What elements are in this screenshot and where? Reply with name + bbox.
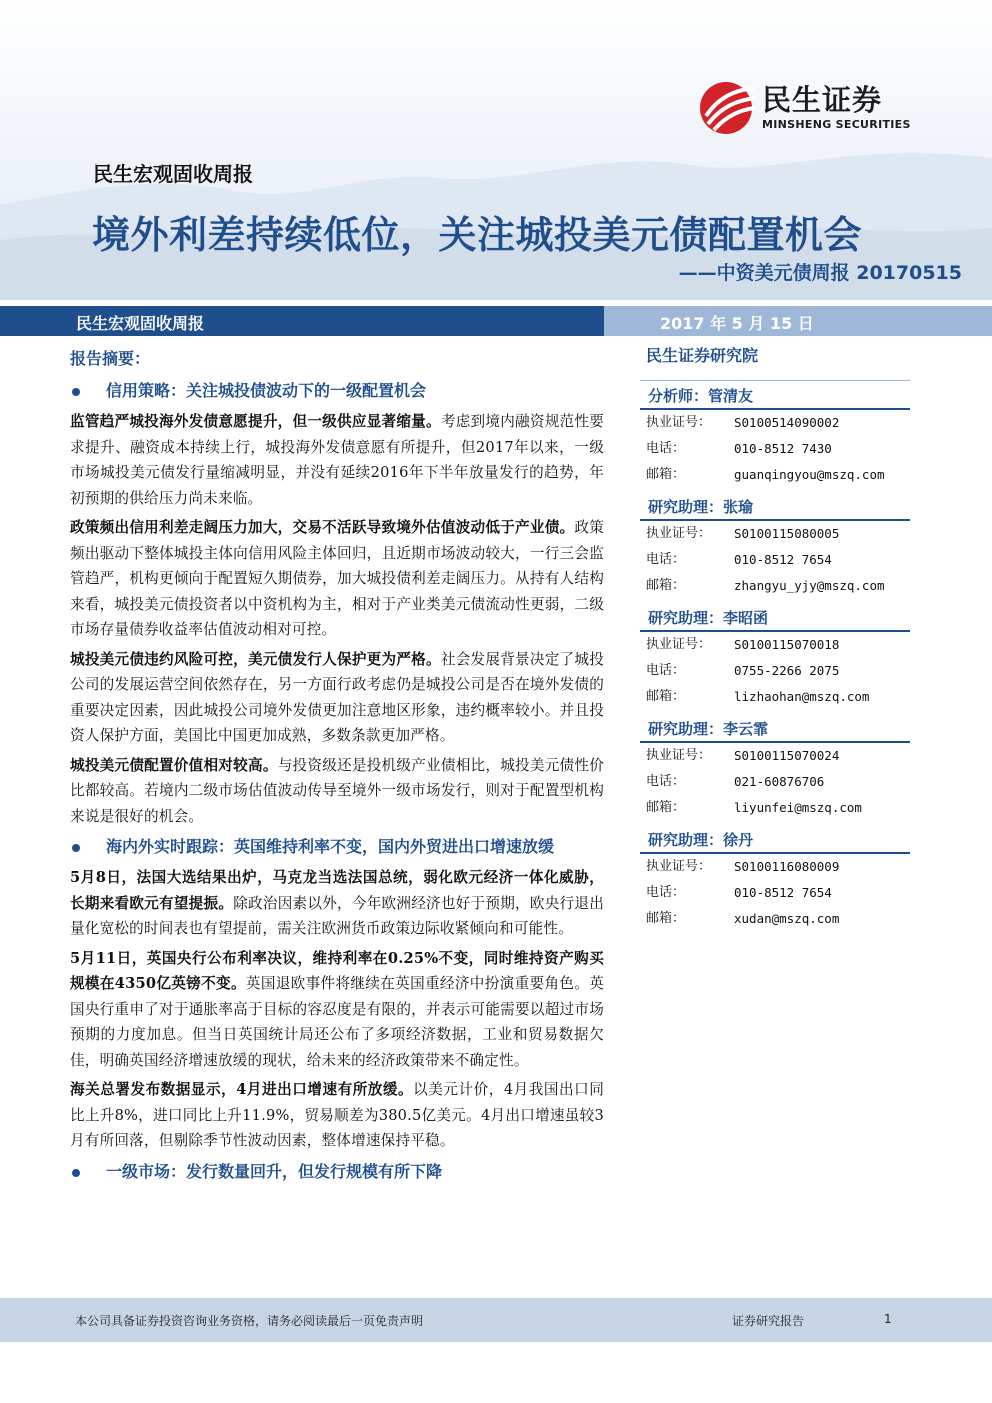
- paragraph: [70, 865, 604, 942]
- cert-label: 执业证号：: [646, 637, 712, 652]
- paragraph-lead: 5月11日，英国央行公布利率决议，维持利率在0.25%不变，同时维持资产购买规模在4350亿英镑不变。: [70, 949, 604, 992]
- title-band: [0, 306, 992, 336]
- contact-role: 研究助理：徐丹: [640, 825, 910, 854]
- phone-value: 010-8512 7430: [734, 441, 832, 456]
- paragraph-lead: 城投美元债违约风险可控，美元债发行人保护更为严格。: [70, 650, 441, 668]
- section-title: 一级市场：发行数量回升，但发行规模有所下降: [106, 1161, 443, 1181]
- contact-email: [640, 906, 910, 932]
- footer-disclaimer: 本公司具备证券投资咨询业务资格，请务必阅读最后一页免责声明: [75, 1314, 424, 1328]
- email-label: 邮箱：: [646, 689, 686, 704]
- page-footer: [0, 1298, 992, 1342]
- phone-label: 电话：: [646, 774, 686, 789]
- report-date: 2017 年 5 月 15 日: [660, 314, 814, 333]
- email-link[interactable]: zhangyu_yjy@mszq.com: [734, 578, 885, 593]
- abstract-heading: 报告摘要：: [70, 349, 151, 368]
- phone-label: 电话：: [646, 663, 686, 678]
- band-left: [0, 306, 604, 336]
- email-link[interactable]: xudan@mszq.com: [734, 911, 840, 926]
- cert-value: S0100115070018: [734, 637, 840, 652]
- band-right: [604, 306, 992, 336]
- cert-label: 执业证号：: [646, 748, 712, 763]
- paragraph-body: 英国退欧事件将继续在英国重经济中扮演重要角色。英国央行重申了对于通胀率高于目标的容忍度是有限的，并表示可能需要以超过市场预期的力度加息。但当日英国统计局还公布了多项经济数据，工业和贸易数据欠佳，明确英国经济增速放缓的现状，给未来的经济政策带来不确定性。: [70, 975, 604, 1069]
- cert-value: S0100115080005: [734, 526, 840, 541]
- bullet-dot-icon: [72, 388, 80, 396]
- paragraph-lead: 海关总署发布数据显示，4月进出口增速有所放缓。: [70, 1081, 414, 1098]
- paragraph: [70, 946, 604, 1074]
- email-link[interactable]: guanqingyou@mszq.com: [734, 467, 885, 482]
- contact-role: 研究助理：张瑜: [640, 492, 910, 521]
- cert-value: S0100514090002: [734, 415, 840, 430]
- contact-role: 研究助理：李云霏: [640, 714, 910, 743]
- paragraph-body: 与投资级还是投机级产业债相比，城投美元债性价比都较高。若境内二级市场估值波动传导至境外一级市场发行，则对于配置型机构来说是很好的机会。: [70, 756, 604, 825]
- paragraph-lead: 政策频出信用利差走阔压力加大，交易不活跃导致境外估值波动低于产业债。: [70, 519, 575, 536]
- section-bullet: [70, 379, 604, 403]
- email-link[interactable]: lizhaohan@mszq.com: [734, 689, 870, 704]
- paragraph-body: 政策频出驱动下整体城投主体向信用风险主体回归，且近期市场波动较大，一行三会监管趋严，机构更倾向于配置短久期债券，加大城投债利差走阔压力。从持有人结构来看，城投美元债投资者以中资机构为主，相对于产业类美元债流动性更弱，二级市场存量债券收益率估值波动相对可控。: [70, 519, 604, 638]
- paragraph-body: 社会发展背景决定了城投公司的发展运营空间依然存在，另一方面行政考虑仍是城投公司是否在境外发债的重要决定因素，因此城投公司境外发债更加注意地区形象，违约概率较小。并且投资人保护方面，美国比中国更加成熟，多数条款更加严格。: [70, 650, 604, 744]
- contact-phone: [640, 880, 910, 906]
- paragraph-lead: 城投美元债配置价值相对较高。: [70, 756, 278, 774]
- contact-cert: [640, 632, 910, 658]
- paragraph-lead: 监管趋严城投海外发债意愿提升，但一级供应显著缩量。: [70, 413, 441, 430]
- bullet-dot-icon: [72, 1169, 80, 1177]
- contact-cert: [640, 521, 910, 547]
- paragraph-body: 以美元计价，4月我国出口同比上升8%，进口同比上升11.9%，贸易顺差为380.5亿美元。4月出口增速虽较3月有所回落，但剔除季节性波动因素，整体增速保持平稳。: [70, 1081, 604, 1149]
- contacts-panel: [640, 336, 910, 932]
- cert-label: 执业证号：: [646, 859, 712, 874]
- phone-value: 010-8512 7654: [734, 885, 832, 900]
- paragraph: [70, 409, 604, 511]
- contact-phone: [640, 436, 910, 462]
- contact-email: [640, 462, 910, 488]
- paragraph-body: 除政治因素以外，今年欧洲经济也好于预期，欧央行退出量化宽松的时间表也有望提前，需关注欧洲货币政策边际收紧倾向和可能性。: [70, 894, 604, 937]
- email-label: 邮箱：: [646, 467, 686, 482]
- section-bullet: [70, 835, 604, 859]
- paragraph: [70, 515, 604, 643]
- contact-role: 研究助理：李昭函: [640, 603, 910, 632]
- report-series: 民生宏观固收周报: [93, 162, 253, 186]
- page-number: 1: [884, 1312, 892, 1326]
- brand-name: 民生证券: [762, 83, 883, 117]
- cert-label: 执业证号：: [646, 415, 712, 430]
- report-subtitle: ——中资美元债周报 20170515: [678, 262, 962, 284]
- contact-cert: [640, 410, 910, 436]
- phone-value: 0755-2266 2075: [734, 663, 840, 678]
- contact-phone: [640, 547, 910, 573]
- paragraph: [70, 1077, 604, 1154]
- email-label: 邮箱：: [646, 800, 686, 815]
- email-label: 邮箱：: [646, 578, 686, 593]
- phone-label: 电话：: [646, 552, 686, 567]
- bullet-dot-icon: [72, 844, 80, 852]
- contact-cert: [640, 854, 910, 880]
- contact-email: [640, 573, 910, 599]
- cert-value: S0100116080009: [734, 859, 840, 874]
- section-bullet: [70, 1160, 604, 1184]
- cert-value: S0100115070024: [734, 748, 840, 763]
- paragraph: [70, 753, 604, 830]
- band-series-label: 民生宏观固收周报: [76, 314, 205, 333]
- paragraph-body: 考虑到境内融资规范性要求提升、融资成本持续上行，城投海外发债意愿有所提升，但2017年以来，一级市场城投美元债发行量缩减明显，并没有延续2016年下半年放量发行的趋势，年初预期的供给压力尚未来临。: [70, 413, 604, 507]
- report-title: 境外利差持续低位，关注城投美元债配置机会: [92, 213, 863, 257]
- section-title: 海内外实时跟踪：英国维持利率不变，国内外贸进出口增速放缓: [106, 837, 555, 856]
- institute-name: 民生证券研究院: [646, 346, 759, 365]
- email-label: 邮箱：: [646, 911, 686, 926]
- paragraph-lead: 5月8日，法国大选结果出炉，马克龙当选法国总统，弱化欧元经济一体化威胁，长期来看欧元有望提振。: [70, 869, 604, 912]
- contact-email: [640, 795, 910, 821]
- contact-phone: [640, 658, 910, 684]
- section-title: 信用策略：关注城投债波动下的一级配置机会: [106, 381, 427, 400]
- phone-value: 021-60876706: [734, 774, 825, 789]
- contact-cert: [640, 743, 910, 769]
- email-link[interactable]: liyunfei@mszq.com: [734, 800, 862, 815]
- contact-role: 分析师：管清友: [640, 380, 910, 410]
- contact-phone: [640, 769, 910, 795]
- phone-label: 电话：: [646, 885, 686, 900]
- paragraph: [70, 647, 604, 749]
- brand-name-en: MINSHENG SECURITIES: [762, 118, 911, 131]
- footer-doc-type: 证券研究报告: [732, 1314, 805, 1328]
- contact-email: [640, 684, 910, 710]
- phone-value: 010-8512 7654: [734, 552, 832, 567]
- abstract: [70, 346, 604, 1190]
- phone-label: 电话：: [646, 441, 686, 456]
- cert-label: 执业证号：: [646, 526, 712, 541]
